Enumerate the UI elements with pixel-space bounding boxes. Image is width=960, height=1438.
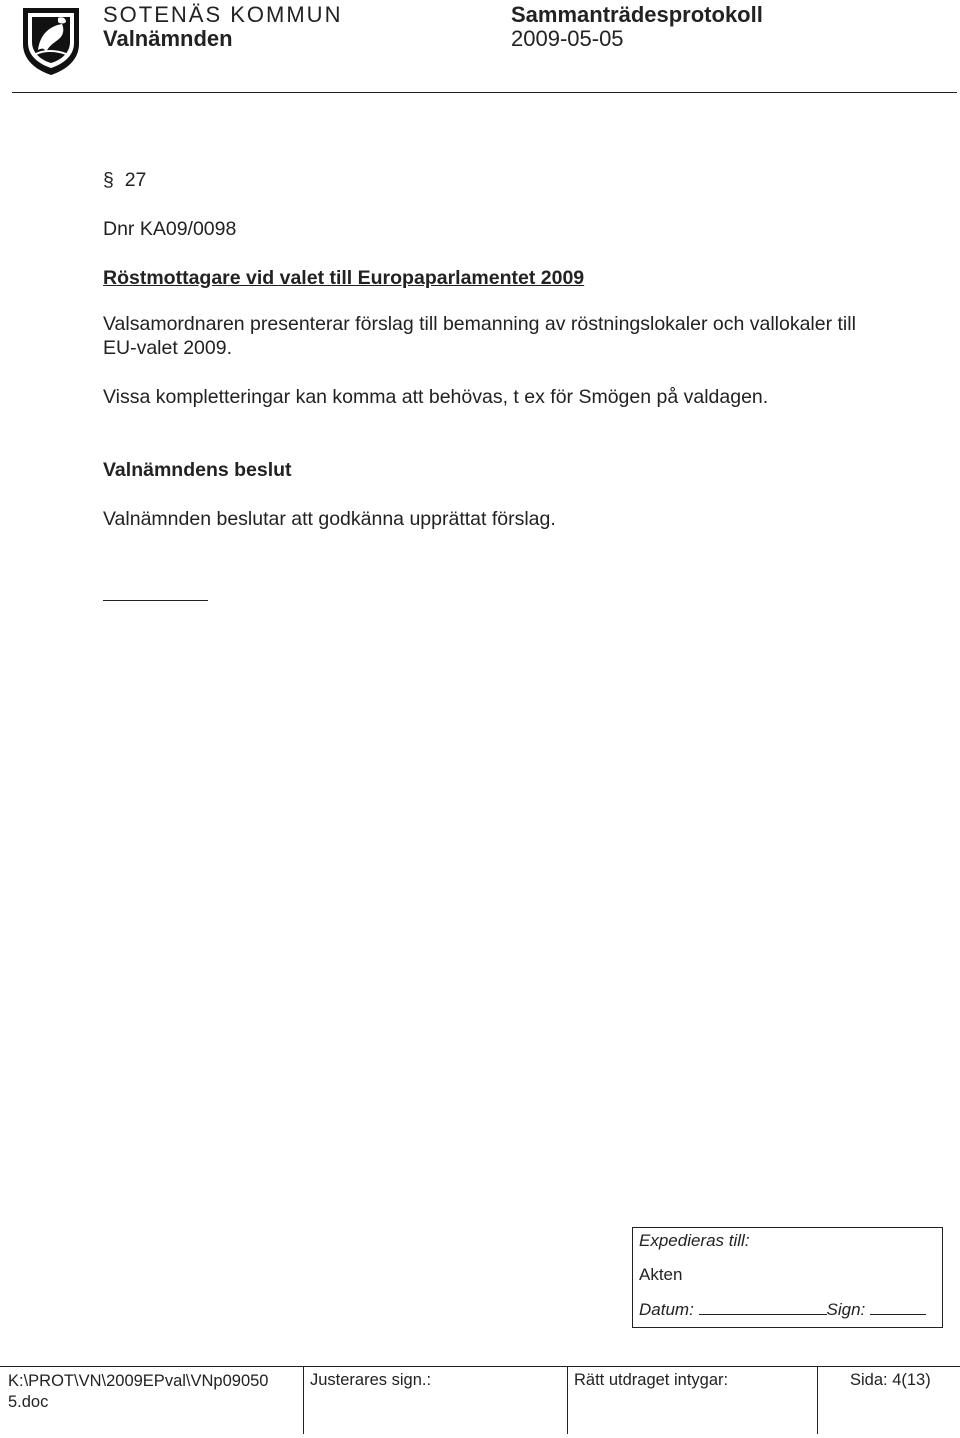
page-footer [0,1366,960,1434]
adjuster-sign: Justerares sign.: [310,1371,432,1389]
board-name: Valnämnden [103,26,233,51]
end-of-item-line [103,600,208,601]
municipality-crest-icon [20,4,82,76]
expedition-recipient: Akten [639,1265,683,1284]
paragraph-number [103,168,146,192]
date-blank [699,1300,827,1315]
header-divider [12,92,957,93]
decision-heading: Valnämndens beslut [103,459,292,481]
date-label: Datum: [639,1300,694,1319]
file-path-line-1: K:\PROT\VN\2009EPval\VNp09050 [8,1372,269,1390]
footer-divider-3 [817,1367,818,1434]
diary-number: Dnr KA09/0098 [103,218,237,240]
expedition-title: Expedieras till: [639,1231,750,1250]
file-path [8,1371,268,1438]
paragraph-number-value: 27 [124,169,147,191]
sign-blank [870,1300,926,1315]
page-number: Sida: 4(13) [850,1371,931,1389]
expedition-signature-line [639,1300,926,1320]
sign-label: Sign: [826,1300,866,1319]
meeting-date: 2009-05-05 [511,26,624,51]
paragraph-2: Vissa kompletteringar kan komma att behövas, t ex för Smögen på valdagen. [103,386,769,408]
document-type: Sammanträdesprotokoll [511,2,763,27]
paragraph-1: Valsamordnaren presenterar förslag till bemanning av röstningslokaler och vallokaler till EU-valet 2009. [103,313,856,359]
expedition-box [632,1227,943,1328]
certified-extract: Rätt utdraget intygar: [574,1371,729,1389]
section-sign-icon: § [103,169,114,191]
decision-text: Valnämnden beslutar att godkänna upprättat förslag. [103,508,556,530]
footer-divider-1 [303,1367,304,1434]
organization-name: SOTENÄS KOMMUN [103,2,343,27]
footer-divider-2 [567,1367,568,1434]
item-title: Röstmottagare vid valet till Europaparlamentet 2009 [103,267,585,289]
file-path-line-2: 5.doc [8,1393,49,1411]
